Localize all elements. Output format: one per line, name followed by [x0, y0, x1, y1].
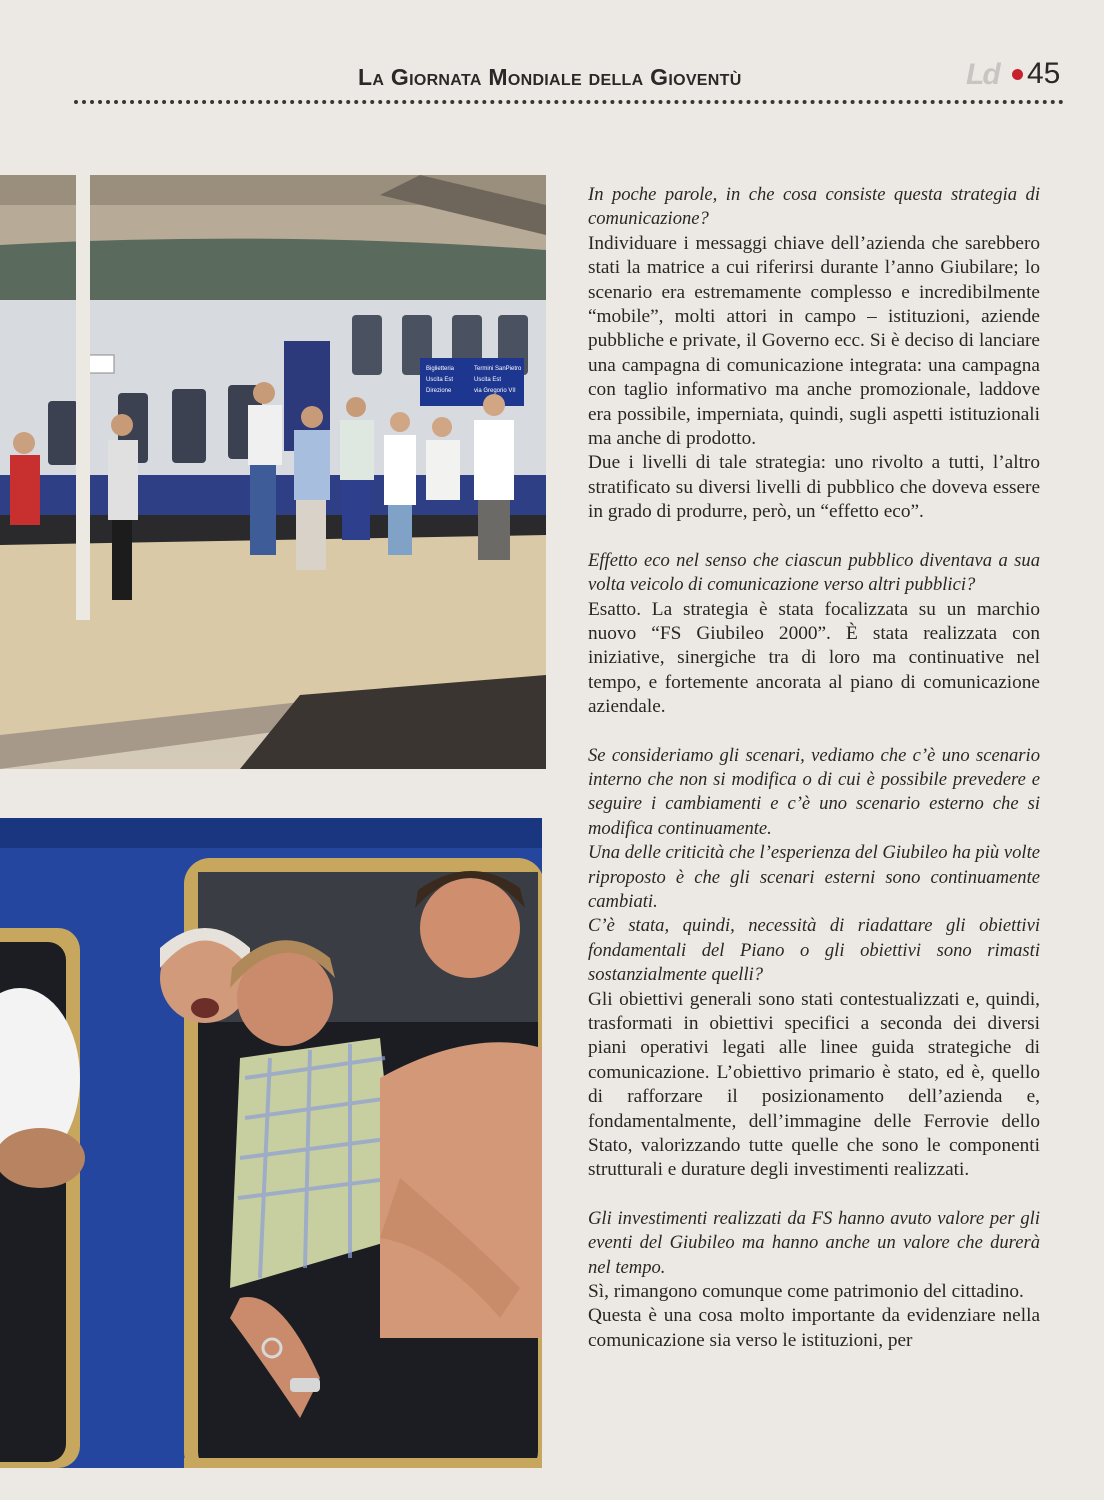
sign-line-2: Uscita Est — [426, 377, 454, 383]
interview-question: Una delle criticità che l’esperienza del Giubileo ha più volte riproposto è che gli scenari esterni sono continuamente cambiati. — [588, 842, 1040, 912]
sign-line-4: Termini SanPietro — [474, 366, 522, 372]
red-bullet — [1012, 69, 1023, 80]
page-number: 45 — [1027, 57, 1061, 90]
interview-question: C’è stata, quindi, necessità di riadattare gli obiettivi fondamentali del Piano o gli obiettivi sono rimasti sostanzialmente quelli? — [588, 915, 1040, 986]
interview-answer: Due i livelli di tale strategia: uno rivolto a tutti, l’altro stratificato su diversi livelli di pubblico che doveva essere in grado di produrre, però, un “effetto eco”. — [588, 452, 1040, 523]
paragraph-gap — [588, 525, 1040, 549]
interview-column — [588, 183, 1040, 1353]
sign-line-5: Uscita Est — [474, 377, 502, 383]
interview-answer: Esatto. La strategia è stata focalizzata su un marchio nuovo “FS Giubileo 2000”. È stata realizzata con iniziative, sinergiche tra di loro ma continuative nel tempo, e fortemente ancorata al piano di comunicazione aziendale. — [588, 598, 1040, 718]
interview-question: Effetto eco nel senso che ciascun pubblico diventava a sua volta veicolo di comunicazione verso altri pubblici? — [588, 549, 1040, 596]
paragraph-gap — [588, 1183, 1040, 1207]
interview-answer: Questa è una cosa molto importante da evidenziare nella comunicazione sia verso le istituzioni, per — [588, 1305, 1040, 1351]
sign-line-3: Direzione — [426, 388, 452, 394]
sign-line-1: Biglietteria — [426, 366, 455, 372]
magazine-logo: Ld — [966, 58, 999, 91]
interview-question: Gli investimenti realizzati da FS hanno avuto valore per gli eventi del Giubileo ma hanno anche un valore che durerà nel tempo. — [588, 1207, 1040, 1278]
section-title: La Giornata Mondiale della Gioventù — [358, 64, 742, 90]
running-head — [0, 52, 1104, 96]
interview-answer: Sì, rimangono comunque come patrimonio del cittadino. — [588, 1281, 1024, 1303]
interview-question: Se consideriamo gli scenari, vediamo che c’è uno scenario interno che non si modifica o di cui è possibile prevedere e seguire i cambiamenti e c’è uno scenario esterno che si modifica continuamente. — [588, 744, 1040, 839]
photo-train-window — [0, 818, 542, 1468]
sign-line-6: via Gregorio VII — [474, 388, 516, 394]
interview-question: In poche parole, in che cosa consiste questa strategia di comunicazione? — [588, 184, 1040, 230]
interview-answer: Gli obiettivi generali sono stati contestualizzati e, quindi, trasformati in obiettivi specifici a seconda dei diversi piani operativi legati alle linee guida strategiche di comunicazione. L’obiettivo primario è stato, ed è, quello di rafforzare il posizionamento dell’azienda e, fondamentalmente, dell’immagine delle Ferrovie dello Stato, valorizzando tutte quelle che sono le componenti strutturali e durature degli investimenti realizzati. — [588, 988, 1040, 1181]
interview-answer: Individuare i messaggi chiave dell’azienda che sarebbero stati la matrice a cui riferirsi durante l’anno Giubilare; lo scenario era estremamente complesso e incredibilmente “mobile”, molti attori in campo – istituzioni, aziende pubbliche e private, il Governo ecc. Si è deciso di lanciare una campagna di comunicazione integrata: una campagna con taglio informativo ma anche promozionale, laddove era possibile, imperniata, quindi, sugli aspetti istituzionali ma anche di prodotto. — [588, 232, 1040, 450]
photo-train-platform — [0, 175, 546, 769]
paragraph-gap — [588, 720, 1040, 744]
dotted-rule — [74, 100, 1064, 104]
